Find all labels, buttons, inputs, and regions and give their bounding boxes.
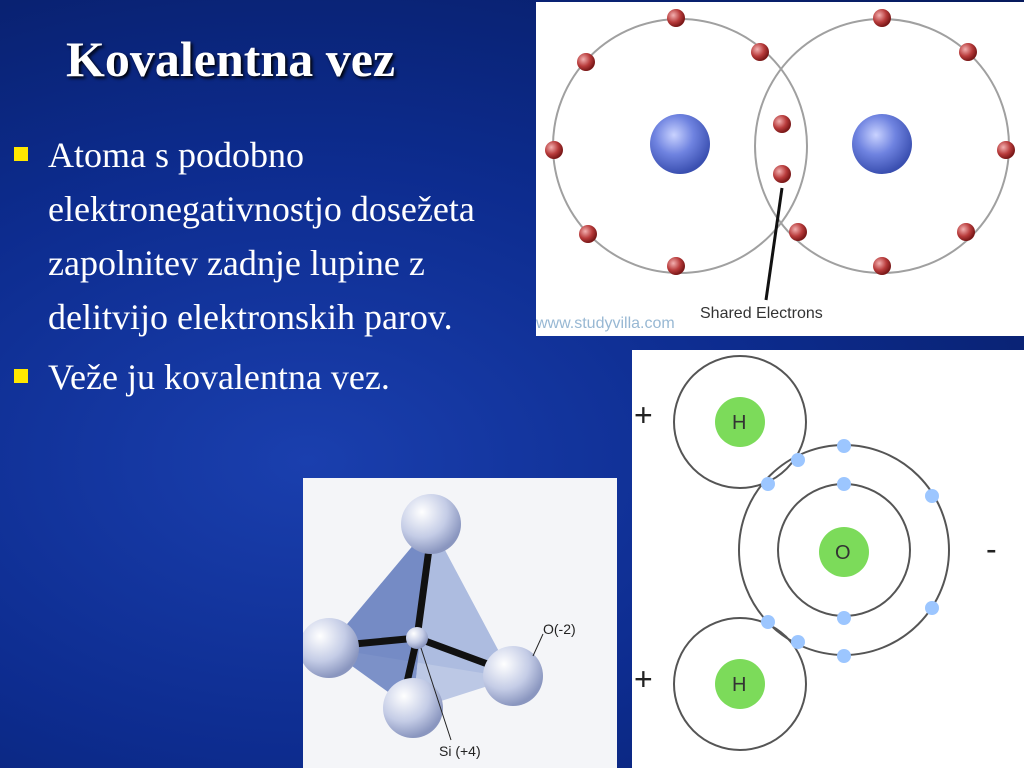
bullet-square-icon (14, 369, 28, 383)
bullet-square-icon (14, 147, 28, 161)
electrons (545, 9, 1015, 275)
bullet-text: Veže ju kovalentna vez. (48, 357, 390, 397)
charge-minus: - (986, 531, 997, 567)
shared-electrons-diagram (536, 2, 1024, 336)
sio4-tetrahedron-image (303, 478, 617, 768)
h-top-label: H (732, 412, 747, 434)
left-nucleus (650, 114, 710, 174)
bullet-item (14, 128, 494, 344)
charge-plus-top: + (634, 397, 653, 433)
charge-plus-bottom: + (634, 661, 653, 697)
shared-electrons-label: Shared Electrons (700, 305, 823, 322)
water-molecule-diagram (632, 350, 1024, 768)
o-label: O (835, 542, 851, 564)
h-bottom-label: H (732, 674, 747, 696)
right-nucleus (852, 114, 912, 174)
watermark: www.studyvilla.com (536, 315, 675, 332)
bullet-text: Atoma s podobno elektronegativnostjo dosežeta zapolnitev zadnje lupine z delitvijo elektronskih parov. (48, 135, 475, 337)
water-molecule-image (632, 350, 1024, 768)
slide-title: Kovalentna vez (66, 31, 396, 87)
si-charge-label: Si (+4) (439, 743, 481, 759)
o-charge-label: O(-2) (543, 621, 576, 637)
shared-electrons-image (536, 2, 1024, 336)
si-atom (406, 627, 428, 649)
sio4-diagram (303, 478, 617, 768)
bullet-item (14, 350, 494, 404)
bullet-list (14, 128, 494, 410)
o-atom-top (401, 494, 461, 554)
